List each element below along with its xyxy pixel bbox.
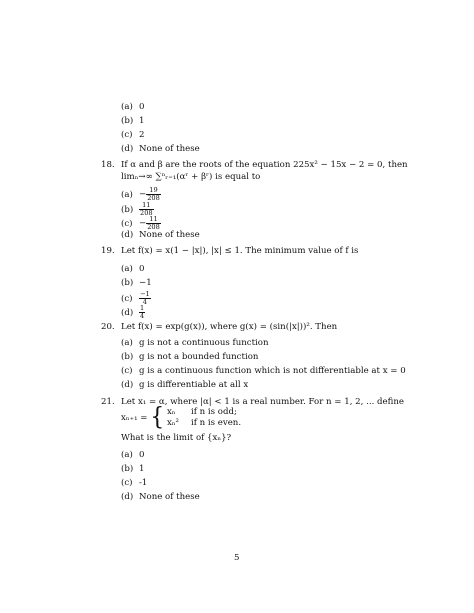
q17-option-d: (d) None of these: [121, 144, 200, 154]
q18-option-d: (d) None of these: [121, 230, 200, 240]
brace: {: [150, 403, 165, 432]
q18-option-a: (a) − $\frac{19}{208}$: [121, 186, 160, 202]
q21-option-c: (c) -1: [121, 478, 148, 488]
q19-option-a: (a) 0: [121, 264, 145, 274]
q19-option-b: (b) −1: [121, 278, 152, 288]
q21-option-b: (b) 1: [121, 464, 145, 474]
cases: xₙ if n is odd; xₙ² if n is even.: [166, 407, 242, 428]
q17-option-b: (b) 1: [121, 116, 145, 126]
q18-stem-line2: limₙ→∞ ∑ⁿᵣ₌₁(αʳ + βʳ) is equal to: [121, 172, 261, 182]
q21-option-a: (a) 0: [121, 450, 145, 460]
fraction: $\frac{11}{208}$: [147, 215, 160, 231]
q21-recurrence: xₙ₊₁ = { xₙ if n is odd; xₙ² if n is even.: [121, 403, 242, 432]
q21-stem-line1: 21. Let x₁ = α, where |α| < 1 is a real number. For n = 1, 2, ... define: [101, 397, 404, 407]
q19-option-c: (c) $\frac{-1}{4}$: [121, 290, 150, 306]
q18-option-c: (c) − $\frac{11}{208}$: [121, 215, 160, 231]
q20-option-c: (c) g is a continuous function which is not differentiable at x = 0: [121, 366, 406, 376]
fraction: $\frac{19}{208}$: [147, 186, 160, 202]
q20-option-a: (a) g is not a continuous function: [121, 338, 269, 348]
q18-stem-line1: 18. If α and β are the roots of the equation 225x² − 15x − 2 = 0, then: [101, 160, 408, 170]
fraction: $\frac{11}{208}$: [140, 201, 153, 217]
q19-option-d: (d) $\frac{1}{4}$: [121, 304, 145, 320]
fraction: $\frac{1}{4}$: [140, 304, 145, 320]
q21-option-d: (d) None of these: [121, 492, 200, 502]
q21-question: What is the limit of {xₙ}?: [121, 433, 232, 443]
q20-stem: 20. Let f(x) = exp(g(x)), where g(x) = (sin(|x|))². Then: [101, 322, 338, 332]
q20-option-d: (d) g is differentiable at all x: [121, 380, 249, 390]
q17-option-c: (c) 2: [121, 130, 145, 140]
q18-option-b: (b) $\frac{11}{208}$: [121, 201, 153, 217]
q19-stem: 19. Let f(x) = x(1 − |x|), |x| ≤ 1. The minimum value of f is: [101, 246, 359, 256]
q20-option-b: (b) g is not a bounded function: [121, 352, 259, 362]
page-number: 5: [234, 553, 240, 563]
fraction: $\frac{-1}{4}$: [140, 290, 150, 306]
q17-option-a: (a) 0: [121, 102, 145, 112]
